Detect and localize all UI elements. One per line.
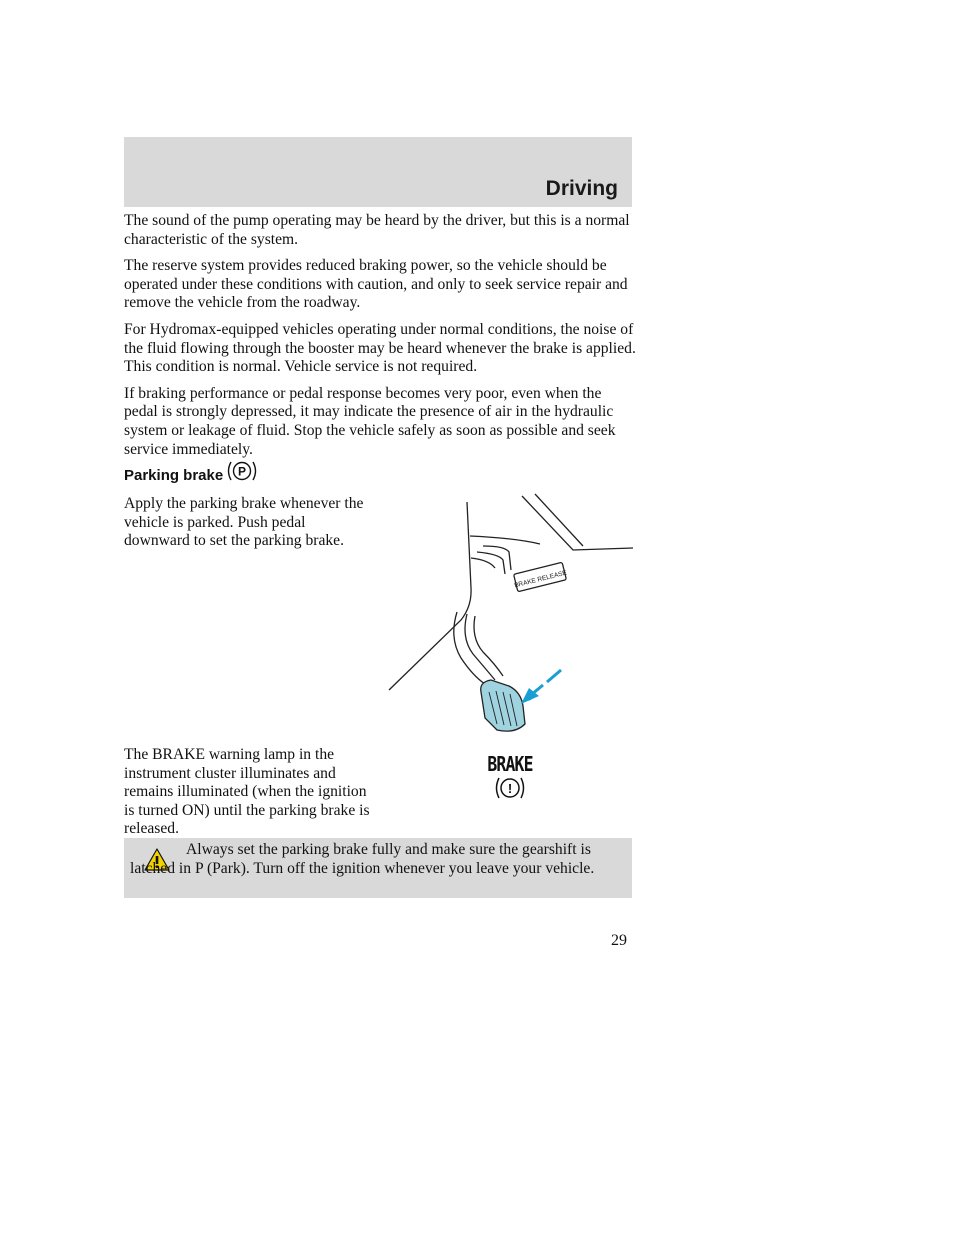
paragraph-reserve-system: The reserve system provides reduced braking power, so the vehicle should be operated under these conditions with caution, and only to seek service repair and remove the vehicle from the roadway. bbox=[124, 257, 628, 312]
warning-box bbox=[124, 838, 632, 898]
section-title: Driving bbox=[545, 177, 618, 200]
brake-lamp-text: The BRAKE warning lamp in the instrument cluster illuminates and remains illuminated (when the ignition is turned ON) until the parking brake is released. bbox=[124, 746, 370, 838]
parking-brake-symbol-icon bbox=[225, 460, 259, 482]
brake-warning-symbol-icon bbox=[493, 776, 527, 800]
paragraph-pump-sound: The sound of the pump operating may be heard by the driver, but this is a normal characteristic of the system. bbox=[124, 212, 630, 248]
parking-brake-pedal bbox=[481, 680, 525, 731]
apply-parking-brake-text: Apply the parking brake whenever the vehicle is parked. Push pedal downward to set the parking brake. bbox=[124, 495, 364, 550]
page-number: 29 bbox=[611, 932, 627, 949]
header-band bbox=[124, 137, 632, 207]
paragraph-hydromax: For Hydromax-equipped vehicles operating under normal conditions, the noise of the fluid flowing through the booster may be heard whenever the brake is applied. This condition is normal. Vehicle service is not required. bbox=[124, 320, 636, 376]
parking-brake-pedal-illustration bbox=[385, 488, 635, 738]
brake-warning-lamp bbox=[470, 752, 550, 805]
svg-text:P: P bbox=[238, 464, 247, 478]
push-direction-arrow-icon bbox=[521, 670, 561, 704]
brake-release-handle bbox=[514, 562, 569, 592]
parking-brake-heading-text: Parking brake bbox=[124, 467, 224, 484]
body-text bbox=[124, 212, 636, 467]
parking-brake-heading bbox=[124, 464, 259, 484]
svg-text:BRAKE RELEASE: BRAKE RELEASE bbox=[513, 569, 568, 590]
svg-text:!: ! bbox=[507, 781, 513, 796]
warning-text: Always set the parking brake fully and make sure the gearshift is latched in P (Park). Turn off the ignition whenever you leave your vehicle. bbox=[130, 841, 595, 877]
paragraph-braking-performance: If braking performance or pedal response becomes very poor, even when the pedal is strongly depressed, it may indicate the presence of air in the hydraulic system or leakage of fluid. Stop the vehicle safely as soon as possible and seek service immediately. bbox=[124, 384, 616, 458]
brake-lamp-word: BRAKE bbox=[487, 752, 533, 776]
